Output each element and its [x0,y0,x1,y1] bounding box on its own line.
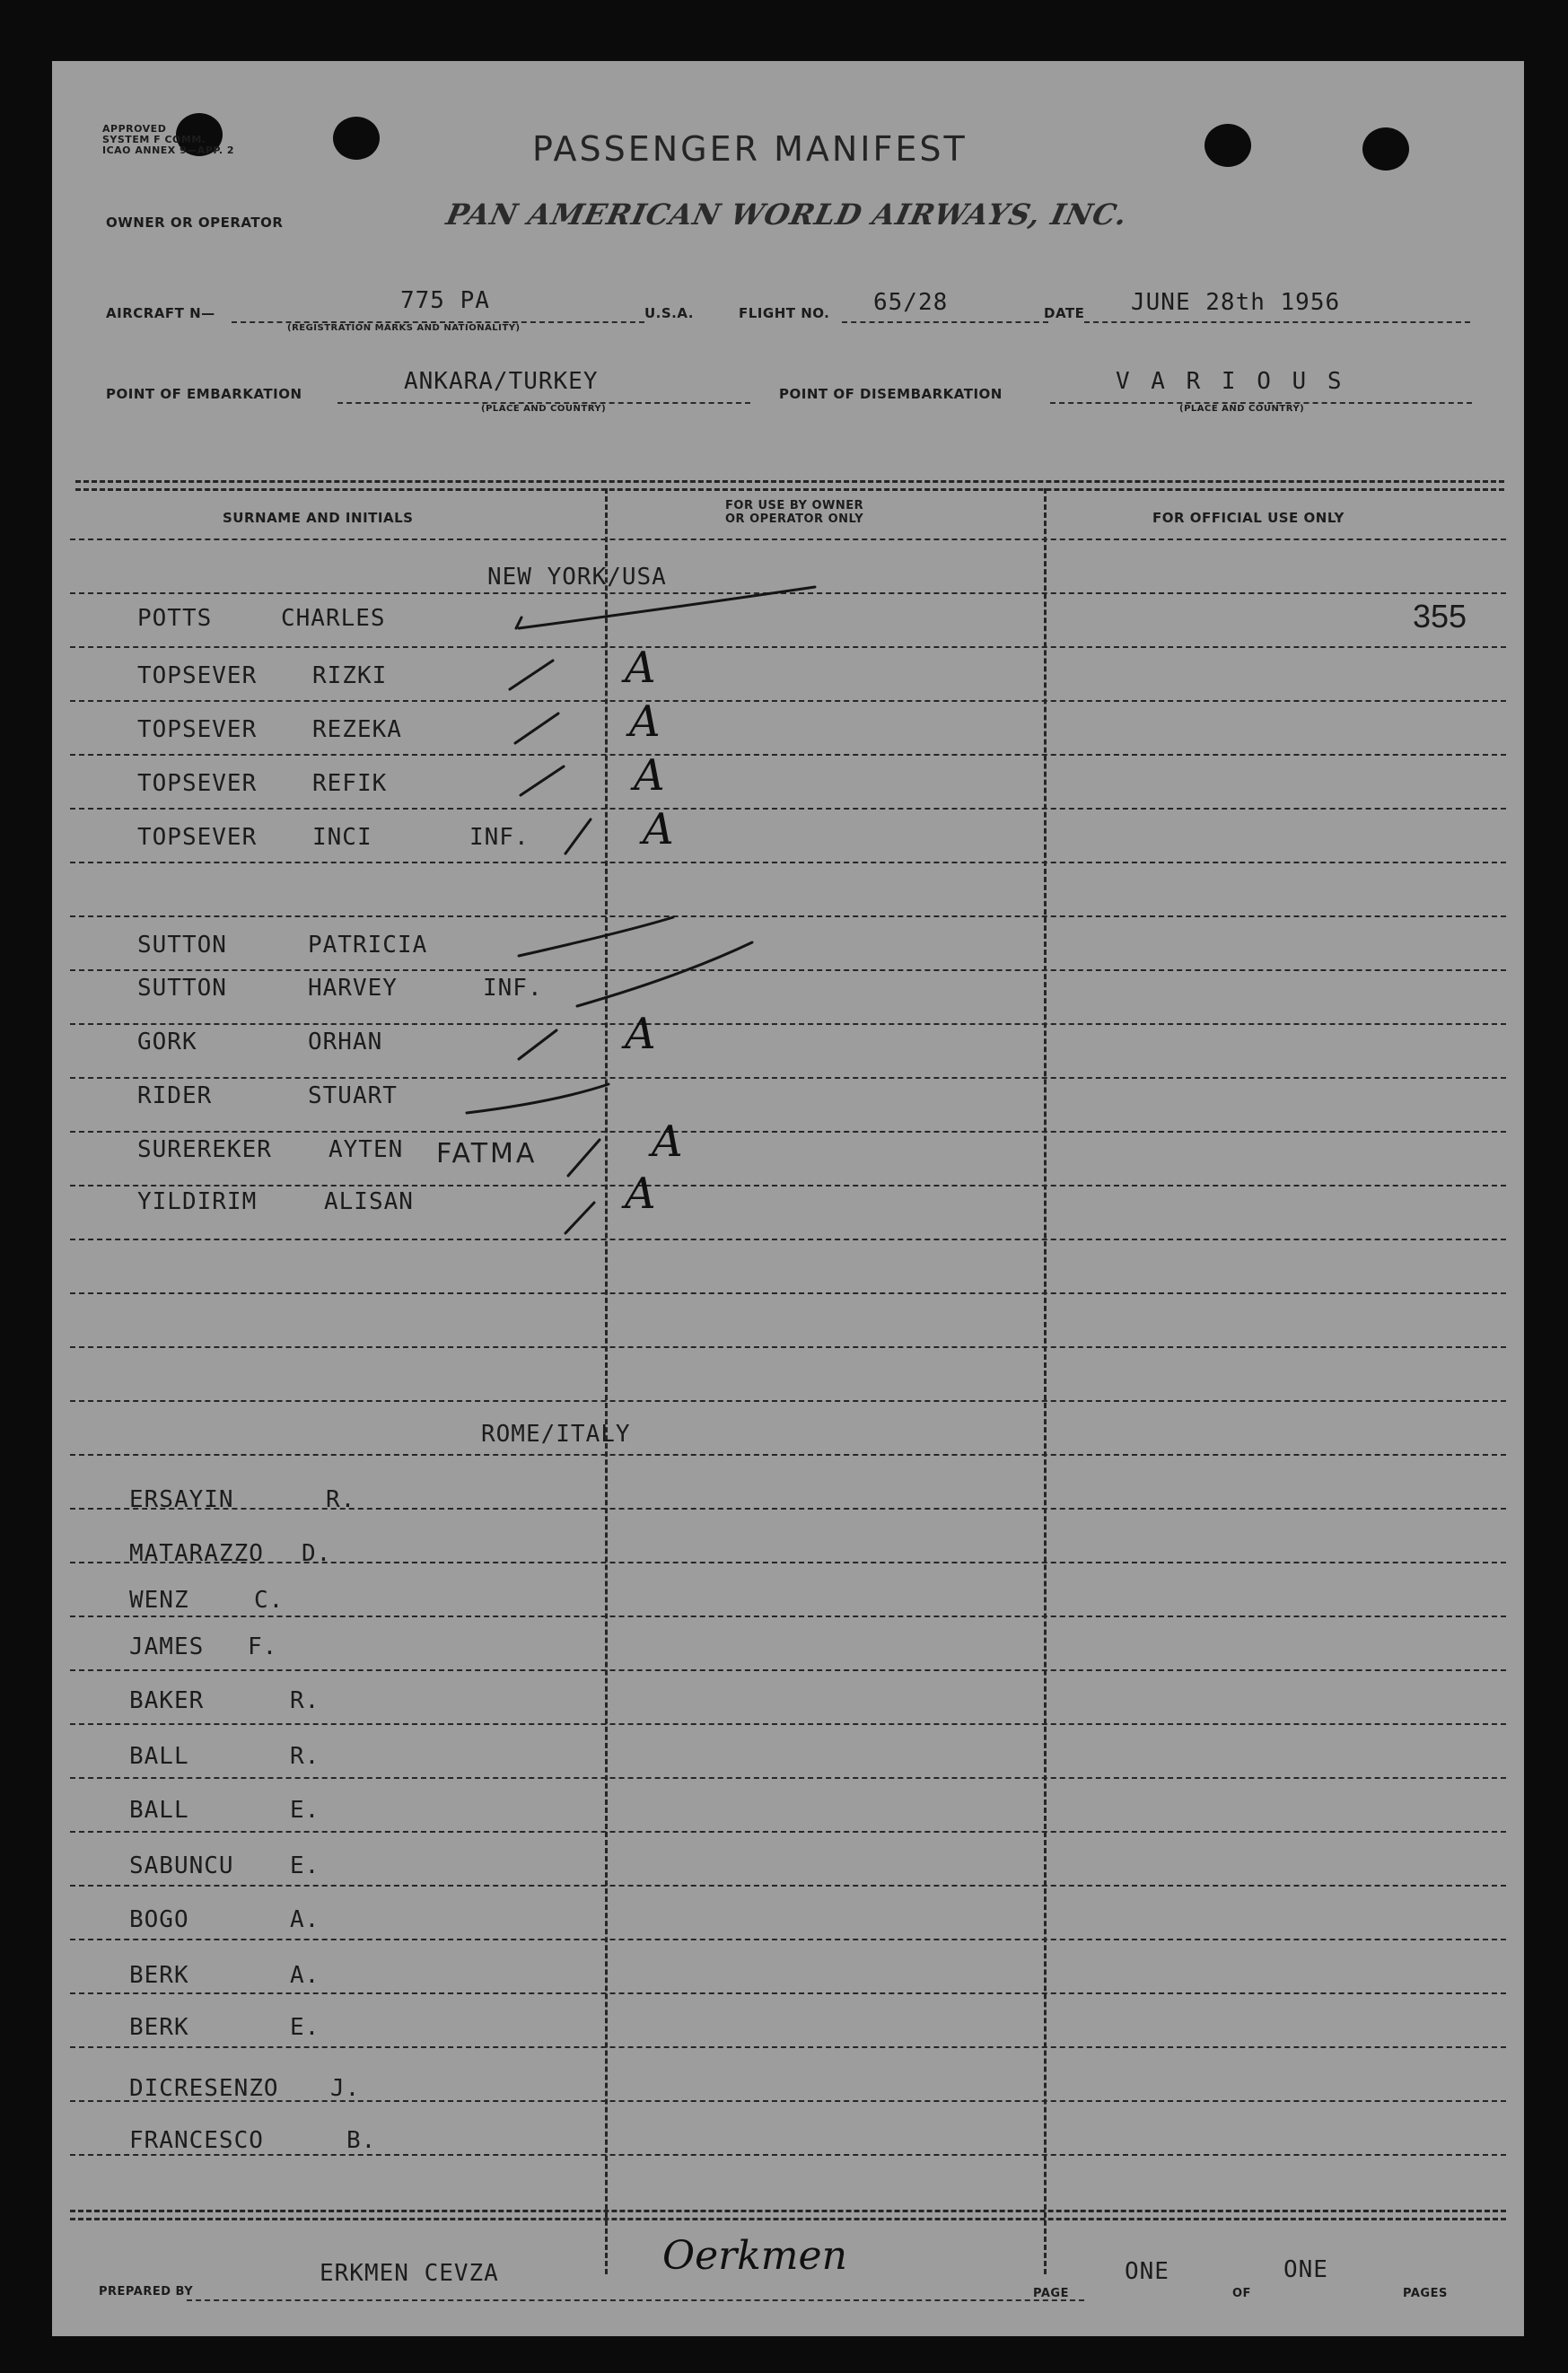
operator-check-mark: A [652,1116,683,1167]
passenger-surname: TOPSEVER [137,824,258,851]
passenger-given-name: A. [290,1906,320,1933]
prepared-underline [187,2299,1084,2301]
check-stroke [565,1203,594,1233]
usa-label: U.S.A. [644,305,694,321]
passenger-given-name: RIZKI [312,662,388,689]
passenger-extra: INF. [469,824,530,851]
flight-number: 65/28 [873,289,949,316]
embarkation-label: POINT OF EMBARKATION [106,386,302,402]
passenger-surname: ERSAYIN [129,1486,234,1513]
operator-check-mark: A [625,1009,656,1059]
disembarkation-label: POINT OF DISEMBARKATION [779,386,1003,402]
passenger-given-name: PATRICIA [308,932,428,959]
page-total: ONE [1283,2256,1328,2283]
check-stroke [467,1084,609,1113]
passenger-surname: GORK [137,1029,197,1055]
passenger-given-name: E. [290,1797,320,1824]
passenger-surname: FRANCESCO [129,2127,264,2154]
section-heading: NEW YORK/USA [487,564,667,591]
preparer-name: ERKMEN CEVZA [320,2260,499,2287]
approval-line: ICAO ANNEX 9—APP. 2 [102,144,235,156]
passenger-surname: BALL [129,1743,189,1770]
check-stroke [521,766,564,795]
passenger-given-name: REZEKA [312,716,402,743]
operator-check-mark: A [625,643,656,693]
flight-date: JUNE 28th 1956 [1131,289,1341,316]
passenger-given-name: A. [290,1962,320,1989]
disembarkation-caption: (PLACE AND COUNTRY) [1179,404,1305,414]
passenger-surname: TOPSEVER [137,770,258,797]
passenger-surname: BERK [129,2014,189,2041]
passenger-given-name: D. [302,1540,332,1567]
passenger-surname: BOGO [129,1906,189,1933]
passenger-surname: RIDER [137,1082,213,1109]
aircraft-label: AIRCRAFT N— [106,305,215,321]
operator-header-line: OR OPERATOR ONLY [725,512,864,526]
passenger-given-name: R. [290,1687,320,1714]
embarkation-caption: (PLACE AND COUNTRY) [481,404,607,414]
check-stroke [519,587,815,628]
passenger-given-name: STUART [308,1082,398,1109]
of-label: OF [1232,2287,1251,2300]
flight-label: FLIGHT NO. [739,305,830,321]
passenger-surname: JAMES [129,1633,205,1660]
registration-caption: (REGISTRATION MARKS AND NATIONALITY) [287,323,521,333]
operator-check-mark: A [625,1169,656,1219]
passenger-surname: POTTS [137,605,213,632]
pen-strokes [52,61,1524,2336]
page-number: ONE [1125,2258,1169,2285]
operator-check-mark: A [643,804,674,854]
passenger-given-name: R. [326,1486,356,1513]
passenger-surname: DICRESENZO [129,2075,279,2102]
passenger-surname: BALL [129,1797,189,1824]
passenger-given-name: INCI [312,824,372,851]
passenger-surname: MATARAZZO [129,1540,264,1567]
passenger-given-name: C. [254,1587,285,1614]
official-column-header: FOR OFFICIAL USE ONLY [1152,510,1345,526]
operator-check-mark: A [629,696,661,747]
preparer-signature: Oerkmen [662,2233,847,2279]
approval-line: SYSTEM F COMM. [102,134,206,145]
surname-column-header: SURNAME AND INITIALS [223,510,414,526]
check-stroke [577,942,752,1006]
form-title: PASSENGER MANIFEST [532,129,968,169]
date-label: DATE [1044,305,1085,321]
manifest-sheet [52,61,1524,2336]
passenger-surname: TOPSEVER [137,716,258,743]
prepared-by-label: PREPARED BY [99,2285,194,2299]
passenger-surname: SABUNCU [129,1852,234,1879]
section-heading: ROME/ITALY [481,1421,631,1448]
passenger-given-name: AYTEN [328,1136,404,1163]
check-stroke [519,917,673,956]
passenger-given-name: E. [290,2014,320,2041]
check-stroke [516,617,521,628]
passenger-given-name: J. [330,2075,361,2102]
passenger-surname: BAKER [129,1687,205,1714]
passenger-given-name: ORHAN [308,1029,383,1055]
passenger-surname: SUTTON [137,932,227,959]
page-label: PAGE [1033,2287,1069,2300]
owner-label: OWNER OR OPERATOR [106,215,284,231]
approval-line: APPROVED [102,123,167,135]
passenger-extra: FATMA [436,1138,538,1169]
passenger-given-name: R. [290,1743,320,1770]
passenger-given-name: ALISAN [324,1188,414,1215]
passenger-extra: INF. [483,975,543,1002]
passenger-surname: TOPSEVER [137,662,258,689]
check-stroke [515,714,558,743]
passenger-surname: WENZ [129,1587,189,1614]
passenger-given-name: REFIK [312,770,388,797]
check-stroke [510,661,553,689]
passenger-given-name: HARVEY [308,975,398,1002]
embarkation-point: ANKARA/TURKEY [404,368,599,395]
operator-header-line: FOR USE BY OWNER [725,499,864,512]
passenger-surname: BERK [129,1962,189,1989]
check-stroke [519,1030,556,1059]
operator-check-mark: A [634,750,665,801]
disembarkation-point: V A R I O U S [1116,368,1345,395]
check-stroke [568,1140,600,1176]
passenger-surname: YILDIRIM [137,1188,258,1215]
official-number: 355 [1413,598,1467,635]
passenger-given-name: CHARLES [281,605,386,632]
passenger-given-name: B. [346,2127,377,2154]
passenger-given-name: F. [248,1633,278,1660]
passenger-given-name: E. [290,1852,320,1879]
passenger-surname: SUREREKER [137,1136,272,1163]
passenger-surname: SUTTON [137,975,227,1002]
aircraft-number: 775 PA [400,287,490,314]
check-stroke [565,819,591,854]
operator-name: PAN AMERICAN WORLD AIRWAYS, INC. [442,197,1131,232]
pages-label: PAGES [1403,2287,1448,2300]
